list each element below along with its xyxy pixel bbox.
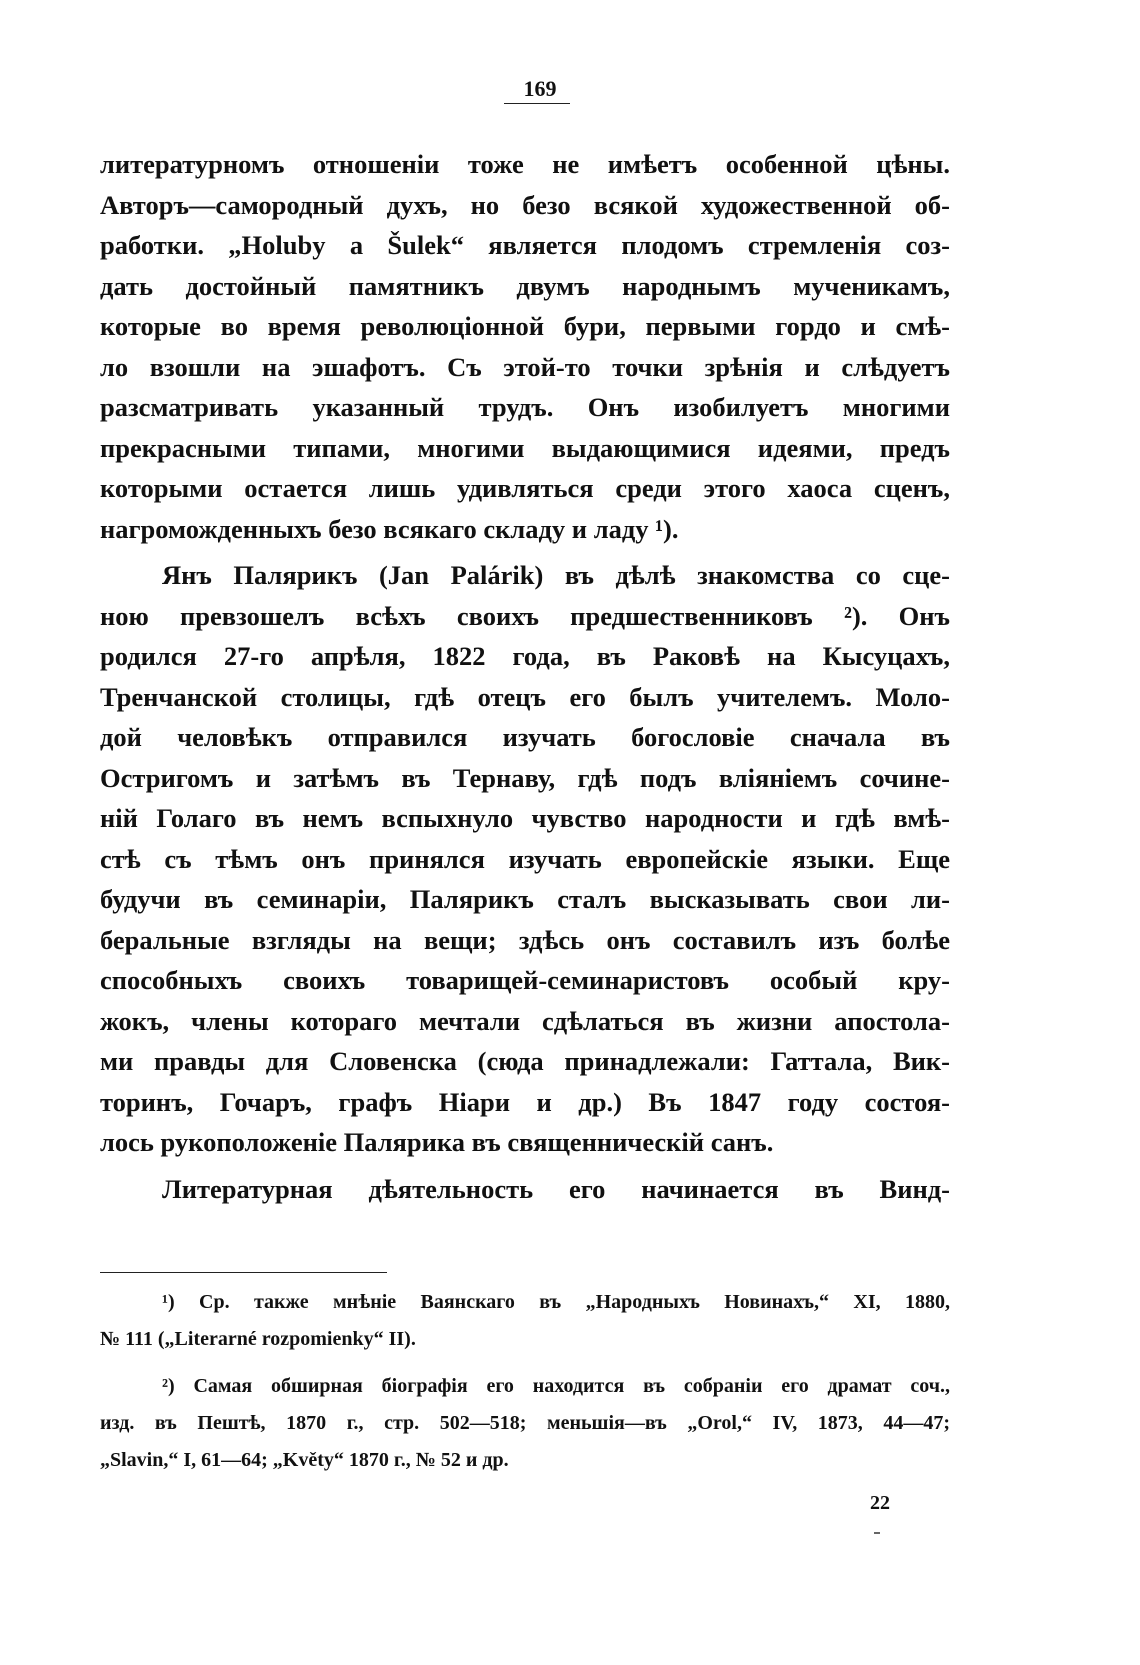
footnote-separator — [100, 1272, 387, 1273]
text-line: работки. „Holuby a Šulek“ является плодомъ стремленія соз- — [100, 230, 950, 260]
text-line: ною превзошелъ всѣхъ своихъ предшественниковъ ²). Онъ — [100, 600, 950, 631]
text-line: родился 27-го апрѣля, 1822 года, въ Раковѣ на Кысуцахъ, — [100, 641, 950, 671]
text-line: способныхъ своихъ товарищей-семинаристовъ особый кру- — [100, 965, 950, 995]
text-line: нагроможденныхъ безо всякаго складу и ладу ¹). — [100, 513, 679, 544]
text-line: ній Голаго въ немъ вспыхнуло чувство народности и гдѣ вмѣ- — [100, 803, 950, 833]
footnote-line: изд. въ Пештѣ, 1870 г., стр. 502—518; меньшія—въ „Orol,“ IV, 1873, 44—47; — [100, 1412, 950, 1434]
text-line: литературномъ отношеніи тоже не имѣетъ особенной цѣны. — [100, 149, 950, 179]
text-line: беральные взгляды на вещи; здѣсь онъ составилъ изъ болѣе — [100, 924, 950, 955]
footnote-line: ²) Самая обширная біографія его находится въ собраніи его драмат соч., — [162, 1375, 950, 1397]
text-line: дой человѣкъ отправился изучать богословіе сначала въ — [100, 722, 950, 752]
text-line: Авторъ—самородный духъ, но безо всякой художественной об- — [100, 189, 950, 220]
footnote-line: ¹) Ср. также мнѣніе Ваянскаго въ „Народныхъ Новинахъ,“ XI, 1880, — [162, 1291, 950, 1313]
footnote-line: № 111 („Literarné rozpomienky“ II). — [100, 1328, 416, 1350]
text-line: дать достойный памятникъ двумъ народнымъ мученикамъ, — [100, 270, 950, 301]
printer-signature: 22 — [870, 1492, 890, 1514]
text-line: будучи въ семинаріи, Палярикъ сталъ высказывать свои ли- — [100, 884, 950, 914]
text-line: ми правды для Словенска (сюда принадлежали: Гаттала, Вик- — [100, 1046, 950, 1076]
text-fragment: (Jan Palárik) въ дѣлѣ знакомства со сце- — [378, 560, 950, 590]
text-line: стѣ съ тѣмъ онъ принялся изучать европейскіе языки. Еще — [100, 843, 950, 874]
body-text — [100, 144, 950, 1209]
text-line: которые во время революціонной бури, первыми гордо и смѣ- — [100, 311, 950, 341]
text-line: которыми остается лишь удивляться среди этого хаоса сценъ, — [100, 473, 950, 503]
text-line: разсматривать указанный трудъ. Онъ изобилуетъ многими — [100, 392, 950, 422]
text-line: жокъ, члены котораго мечтали сдѣлаться въ жизни апостола- — [100, 1005, 950, 1036]
person-name: Янъ Палярикъ — [162, 560, 358, 590]
footnote-line: „Slavin,“ I, 61—64; „Květy“ 1870 г., № 52 и др. — [100, 1449, 509, 1471]
text-line: ло взошли на эшафотъ. Съ этой-то точки зрѣнія и слѣдуетъ — [100, 351, 950, 382]
text-line: Тренчанской столицы, гдѣ отецъ его былъ учителемъ. Моло- — [100, 681, 950, 712]
text-line: лось рукоположеніе Палярика въ священническій санъ. — [100, 1127, 774, 1157]
text-line: прекрасными типами, многими выдающимися идеями, предъ — [100, 432, 950, 463]
text-line: Литературная дѣятельность его начинается въ Винд- — [162, 1173, 950, 1204]
paragraph-first-line — [100, 555, 950, 596]
printer-mark — [874, 1532, 880, 1534]
page-number: 169 — [523, 76, 557, 101]
text-line: торинъ, Гочаръ, графъ Ніари и др.) Въ 1847 году состоя- — [100, 1086, 950, 1117]
footnotes — [100, 1284, 950, 1479]
text-line: Остригомъ и затѣмъ въ Тернаву, гдѣ подъ вліяніемъ сочине- — [100, 762, 950, 793]
page-number-rule — [504, 103, 570, 104]
